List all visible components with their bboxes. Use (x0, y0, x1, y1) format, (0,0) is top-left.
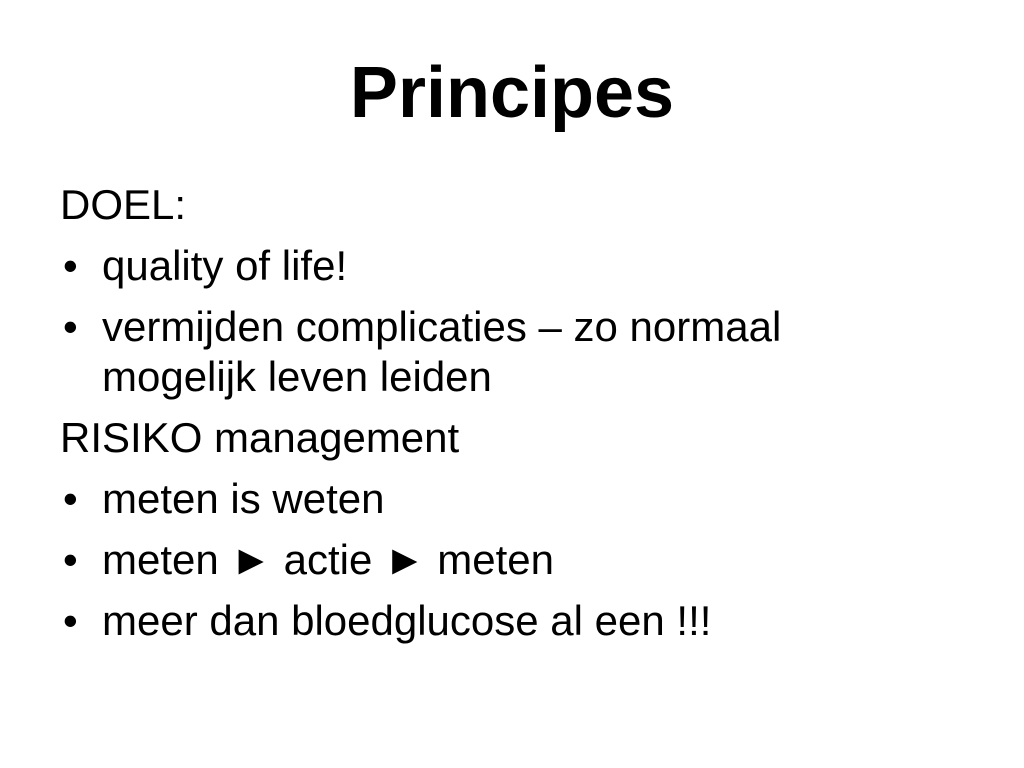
bullet-text: vermijden complicaties – zo normaal mogelijk leven leiden (102, 303, 782, 400)
body-line-vermijden-complicaties (60, 302, 908, 402)
body-line-quality-of-life (60, 241, 908, 291)
body-line-risiko-management: RISIKO management (60, 414, 460, 461)
slide-title: Principes (349, 53, 675, 133)
bullet-icon: • (63, 475, 78, 522)
bullet-icon: • (63, 242, 78, 289)
body-line-meer-dan-bloedglucose (60, 596, 908, 646)
bullet-text: quality of life! (102, 242, 348, 289)
bullet-text: meer dan bloedglucose al een !!! (102, 597, 712, 644)
body-line-doel: DOEL: (60, 181, 187, 228)
bullet-text: meten is weten (102, 475, 385, 522)
body-line-meten-actie-meten (60, 535, 908, 585)
bullet-icon: • (63, 303, 78, 350)
bullet-icon: • (63, 597, 78, 644)
body-line-meten-is-weten (60, 474, 908, 524)
bullet-text: meten ► actie ► meten (102, 536, 554, 583)
slide-body (60, 180, 908, 657)
bullet-icon: • (63, 536, 78, 583)
